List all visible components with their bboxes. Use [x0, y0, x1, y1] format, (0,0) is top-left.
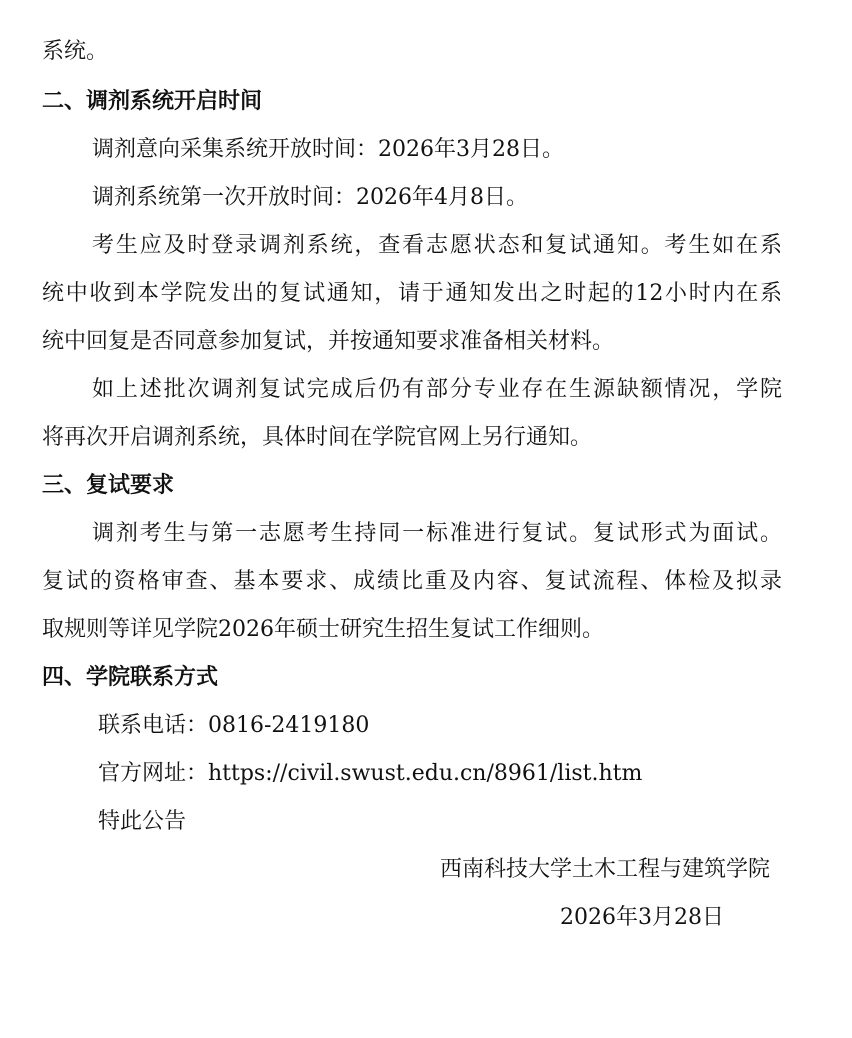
continued-text: 系统。 [42, 39, 109, 64]
section2-line-collection-open: 调剂意向采集系统开放时间：2026年3月28日。 [92, 137, 564, 162]
contact-phone: 联系电话：0816-2419180 [98, 713, 370, 738]
section2-para4-line2: 将再次开启调剂系统，具体时间在学院官网上另行通知。 [42, 425, 593, 450]
closing-notice: 特此公告 [98, 809, 187, 834]
section2-para4-line1: 如上述批次调剂复试完成后仍有部分专业存在生源缺额情况，学院 [92, 377, 782, 402]
contact-website: 官方网址：https://civil.swust.edu.cn/8961/list.htm [98, 761, 643, 786]
signature-date: 2026年3月28日 [560, 905, 724, 930]
section2-para3-line3: 统中回复是否同意参加复试，并按通知要求准备相关材料。 [42, 329, 615, 354]
section2-para3-line1: 考生应及时登录调剂系统，查看志愿状态和复试通知。考生如在系 [92, 233, 782, 258]
section3-para-line1: 调剂考生与第一志愿考生持同一标准进行复试。复试形式为面试。 [92, 521, 782, 546]
section4-heading: 四、学院联系方式 [42, 665, 219, 690]
section3-para-line2: 复试的资格审查、基本要求、成绩比重及内容、复试流程、体检及拟录 [42, 569, 782, 594]
section3-para-line3: 取规则等详见学院2026年硕士研究生招生复试工作细则。 [42, 617, 604, 642]
section2-heading: 二、调剂系统开启时间 [42, 89, 263, 114]
signature-organization: 西南科技大学土木工程与建筑学院 [440, 857, 771, 882]
section2-line-first-open: 调剂系统第一次开放时间：2026年4月8日。 [92, 185, 528, 210]
section2-para3-line2: 统中收到本学院发出的复试通知，请于通知发出之时起的12小时内在系 [42, 281, 782, 306]
section3-heading: 三、复试要求 [42, 473, 175, 498]
